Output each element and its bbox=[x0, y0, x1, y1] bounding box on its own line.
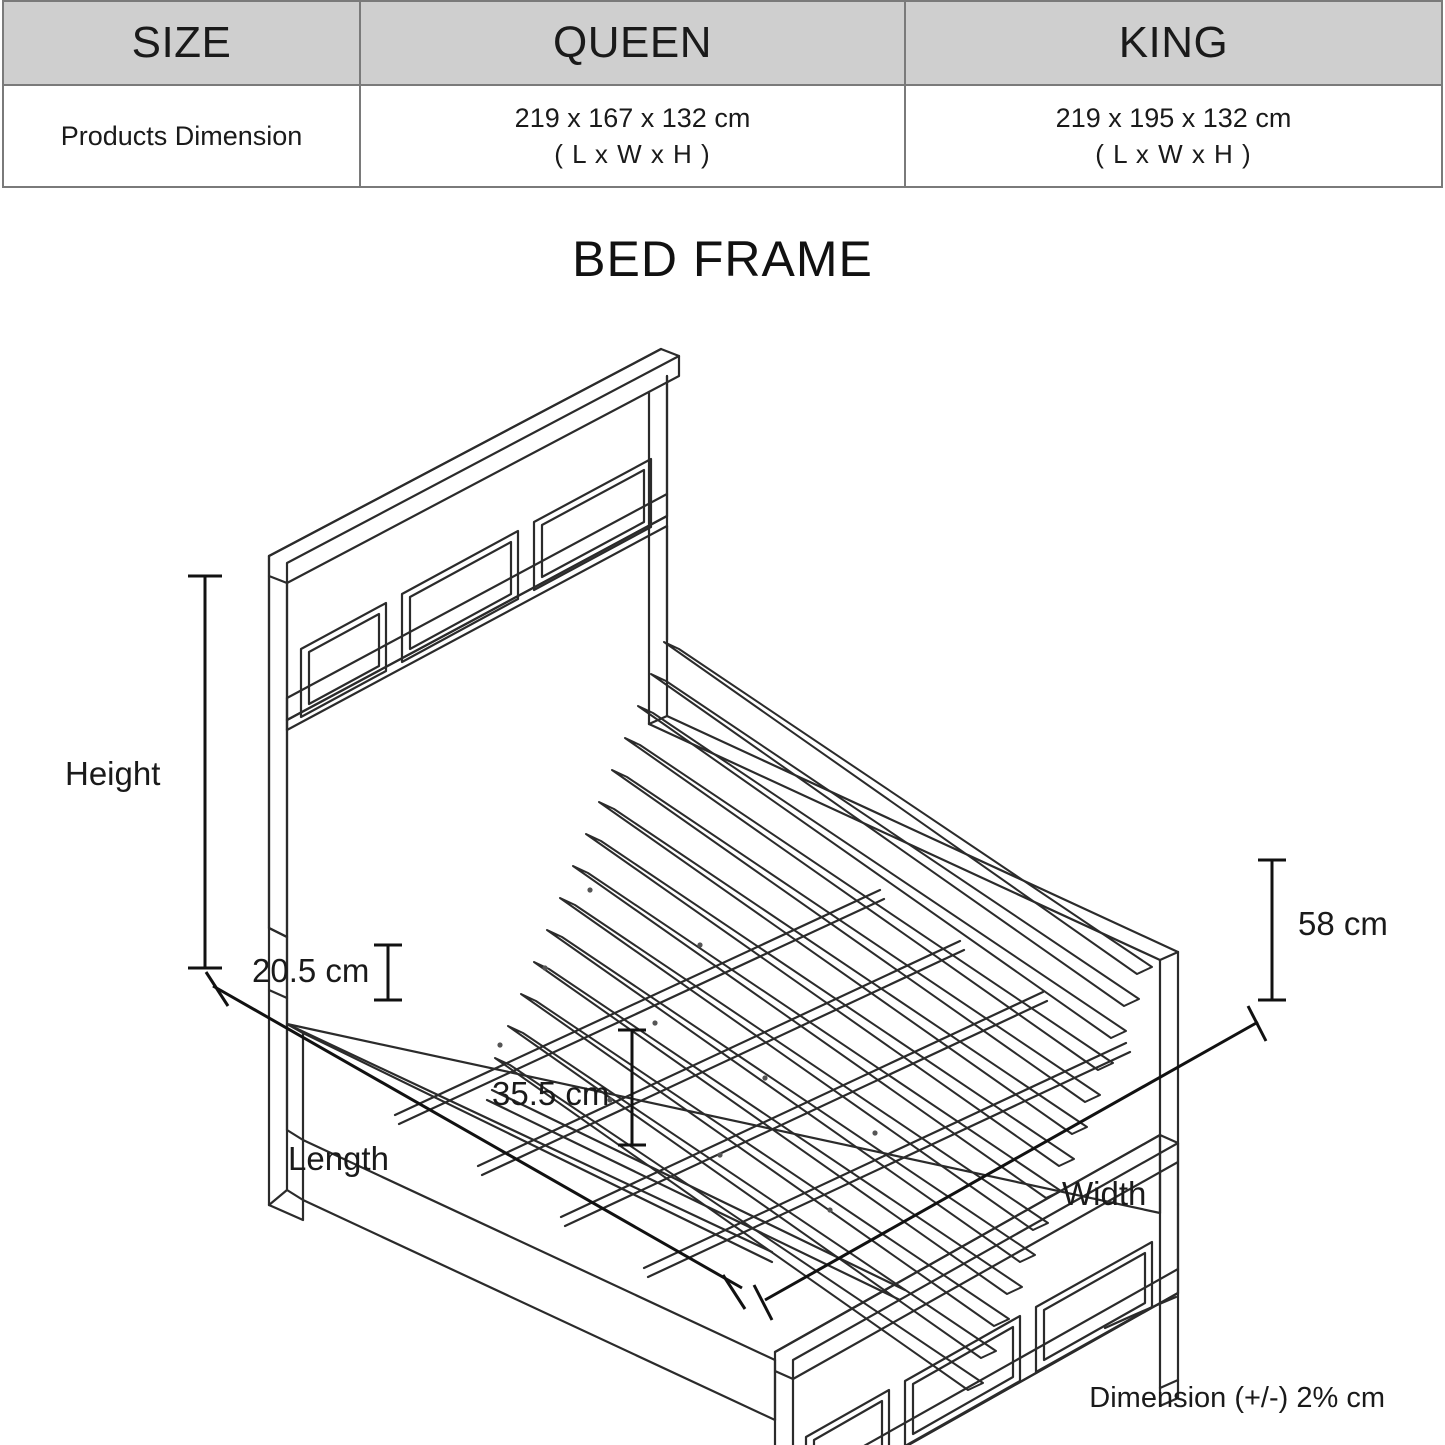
label-length: Length bbox=[288, 1140, 389, 1177]
bed-illustration bbox=[269, 349, 1178, 1445]
bed-frame-diagram bbox=[0, 300, 1445, 1445]
label-slat-height: 35.5 cm bbox=[492, 1075, 610, 1112]
header-size: SIZE bbox=[3, 1, 360, 85]
cell-queen-dimension bbox=[360, 85, 905, 187]
label-headboard-clearance: 20.5 cm bbox=[252, 952, 370, 989]
dimension-labels bbox=[65, 755, 1388, 1212]
label-width: Width bbox=[1062, 1175, 1147, 1212]
queen-dimension-order: ( L x W x H ) bbox=[554, 138, 711, 169]
page-title: BED FRAME bbox=[572, 231, 873, 287]
dimension-table bbox=[2, 0, 1443, 188]
header-queen: QUEEN bbox=[360, 1, 905, 85]
king-dimension-order: ( L x W x H ) bbox=[1095, 138, 1252, 169]
row-label-products-dimension: Products Dimension bbox=[3, 85, 360, 187]
header-king: KING bbox=[905, 1, 1442, 85]
label-footboard-height: 58 cm bbox=[1298, 905, 1388, 942]
label-height: Height bbox=[65, 755, 161, 792]
king-dimension-value: 219 x 195 x 132 cm bbox=[1055, 103, 1292, 134]
dimension-tolerance-note: Dimension (+/-) 2% cm bbox=[1089, 1382, 1385, 1414]
cell-king-dimension bbox=[905, 85, 1442, 187]
table-row bbox=[3, 85, 1442, 187]
table-header-row bbox=[3, 1, 1442, 85]
queen-dimension-value: 219 x 167 x 132 cm bbox=[514, 103, 751, 134]
length-dim-line bbox=[213, 986, 742, 1288]
width-dim-line bbox=[765, 1022, 1258, 1300]
